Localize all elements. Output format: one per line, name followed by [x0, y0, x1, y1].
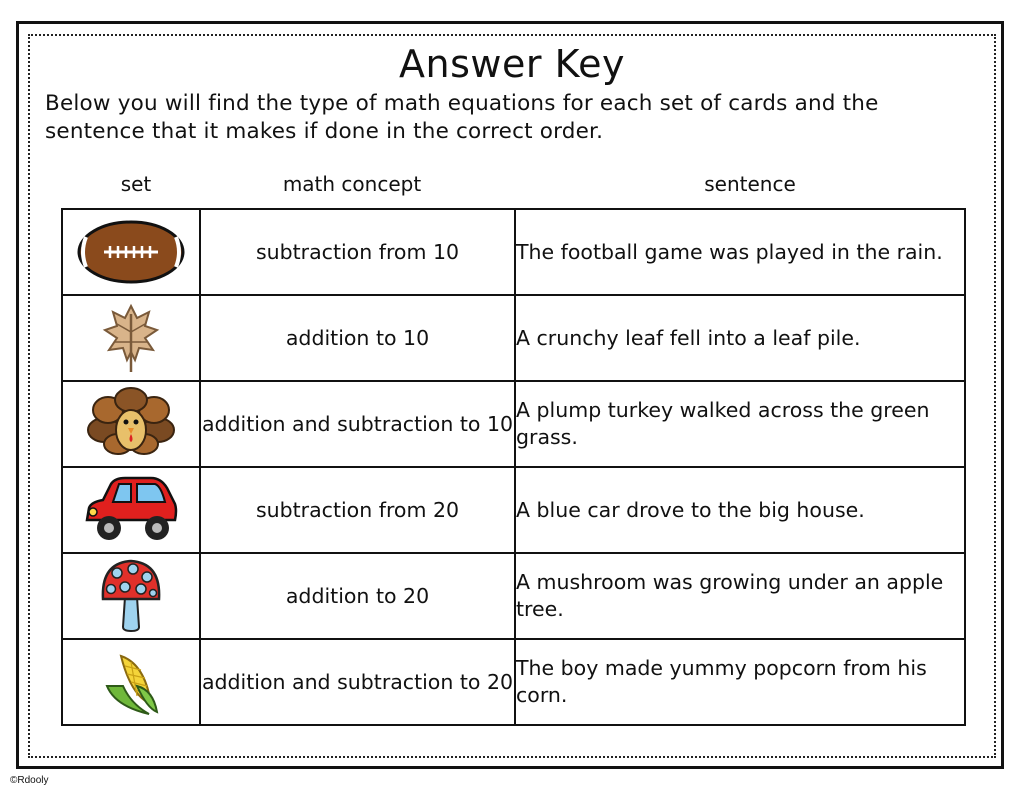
sentence-cell: A blue car drove to the big house. — [515, 467, 965, 553]
mushroom-icon — [99, 557, 163, 635]
table-row — [62, 209, 965, 295]
header-math-concept: math concept — [282, 172, 422, 196]
set-cell — [62, 381, 200, 467]
set-cell — [62, 639, 200, 725]
intro-text: Below you will find the type of math equations for each set of cards and the sentence that it makes if done in the correct order. — [45, 91, 879, 144]
set-cell — [62, 467, 200, 553]
page-title: Answer Key — [399, 42, 625, 86]
concept-cell: subtraction from 20 — [200, 467, 515, 553]
corn-icon — [101, 646, 161, 718]
car-icon — [81, 474, 181, 546]
header-sentence: sentence — [704, 172, 796, 196]
table-row — [62, 553, 965, 639]
concept-cell: addition and subtraction to 10 — [200, 381, 515, 467]
table-row — [62, 295, 965, 381]
set-cell — [62, 209, 200, 295]
sentence-cell: A plump turkey walked across the green grass. — [515, 381, 965, 467]
sentence-cell: A mushroom was growing under an apple tree. — [515, 553, 965, 639]
leaf-icon — [101, 302, 161, 374]
table-row — [62, 639, 965, 725]
answer-table — [61, 208, 966, 726]
table-row — [62, 467, 965, 553]
concept-cell: addition and subtraction to 20 — [200, 639, 515, 725]
concept-cell: subtraction from 10 — [200, 209, 515, 295]
football-icon — [76, 219, 186, 285]
turkey-icon — [84, 386, 178, 462]
table-row — [62, 381, 965, 467]
concept-cell: addition to 10 — [200, 295, 515, 381]
set-cell — [62, 553, 200, 639]
sentence-cell: A crunchy leaf fell into a leaf pile. — [515, 295, 965, 381]
set-cell — [62, 295, 200, 381]
sentence-cell: The boy made yummy popcorn from his corn. — [515, 639, 965, 725]
sentence-cell: The football game was played in the rain. — [515, 209, 965, 295]
header-set: set — [120, 172, 152, 196]
copyright-text: ©Rdooly — [10, 775, 49, 786]
concept-cell: addition to 20 — [200, 553, 515, 639]
